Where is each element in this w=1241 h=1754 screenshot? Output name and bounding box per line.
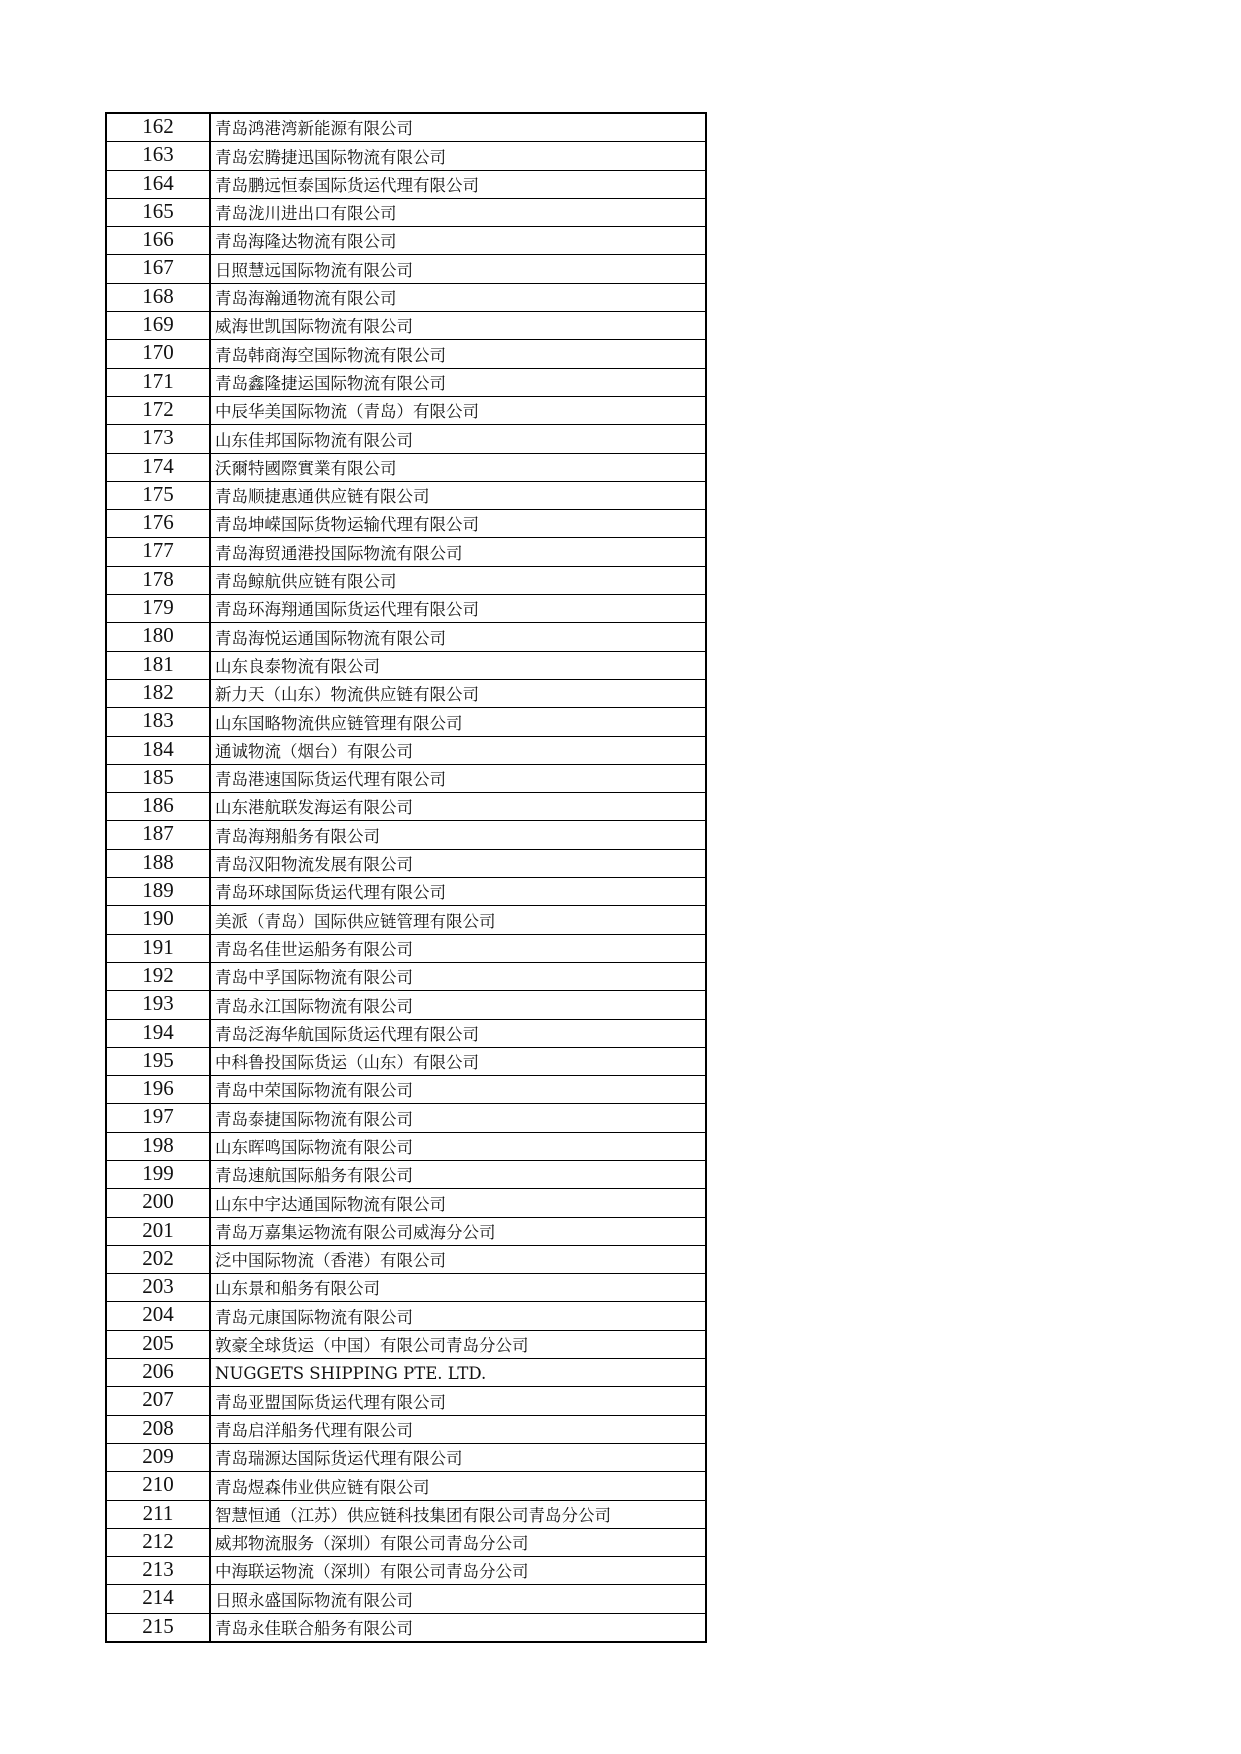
table-row — [106, 962, 706, 990]
row-number: 167 — [106, 255, 210, 283]
company-name: 青岛启洋船务代理有限公司 — [210, 1415, 706, 1443]
company-name: 青岛泛海华航国际货运代理有限公司 — [210, 1019, 706, 1047]
company-name: 青岛泰捷国际物流有限公司 — [210, 1104, 706, 1132]
row-number: 169 — [106, 312, 210, 340]
company-name: 敦豪全球货运（中国）有限公司青岛分公司 — [210, 1330, 706, 1358]
company-name: 青岛永江国际物流有限公司 — [210, 991, 706, 1019]
company-name: 青岛海瀚通物流有限公司 — [210, 283, 706, 311]
row-number: 170 — [106, 340, 210, 368]
table-row — [106, 1160, 706, 1188]
table-row — [106, 368, 706, 396]
company-name: 青岛永佳联合船务有限公司 — [210, 1613, 706, 1642]
company-name: 青岛海翔船务有限公司 — [210, 821, 706, 849]
table-body — [106, 113, 706, 1642]
table-row — [106, 453, 706, 481]
row-number: 173 — [106, 425, 210, 453]
table-row — [106, 1104, 706, 1132]
row-number: 211 — [106, 1500, 210, 1528]
table-row — [106, 991, 706, 1019]
table-row — [106, 1415, 706, 1443]
table-row — [106, 198, 706, 226]
company-name: 青岛万嘉集运物流有限公司威海分公司 — [210, 1217, 706, 1245]
table-row — [106, 566, 706, 594]
table-row — [106, 481, 706, 509]
table-row — [106, 227, 706, 255]
row-number: 196 — [106, 1076, 210, 1104]
row-number: 197 — [106, 1104, 210, 1132]
row-number: 200 — [106, 1189, 210, 1217]
table-row — [106, 1472, 706, 1500]
table-row — [106, 679, 706, 707]
row-number: 194 — [106, 1019, 210, 1047]
company-name: 青岛海贸通港投国际物流有限公司 — [210, 538, 706, 566]
row-number: 208 — [106, 1415, 210, 1443]
row-number: 195 — [106, 1047, 210, 1075]
row-number: 199 — [106, 1160, 210, 1188]
company-name: 威海世凯国际物流有限公司 — [210, 312, 706, 340]
row-number: 182 — [106, 679, 210, 707]
company-name: 中辰华美国际物流（青岛）有限公司 — [210, 396, 706, 424]
company-name: 中科鲁投国际货运（山东）有限公司 — [210, 1047, 706, 1075]
company-name: 青岛泷川进出口有限公司 — [210, 198, 706, 226]
row-number: 164 — [106, 170, 210, 198]
row-number: 202 — [106, 1245, 210, 1273]
table-row — [106, 1613, 706, 1642]
table-row — [106, 1585, 706, 1613]
table-row — [106, 736, 706, 764]
row-number: 168 — [106, 283, 210, 311]
company-name: 青岛环海翔通国际货运代理有限公司 — [210, 595, 706, 623]
row-number: 187 — [106, 821, 210, 849]
row-number: 210 — [106, 1472, 210, 1500]
row-number: 193 — [106, 991, 210, 1019]
row-number: 201 — [106, 1217, 210, 1245]
table-row — [106, 821, 706, 849]
table-row — [106, 1047, 706, 1075]
row-number: 163 — [106, 142, 210, 170]
company-name: 青岛坤嵘国际货物运输代理有限公司 — [210, 510, 706, 538]
company-name: 山东良泰物流有限公司 — [210, 651, 706, 679]
company-name: 青岛亚盟国际货运代理有限公司 — [210, 1387, 706, 1415]
table-row — [106, 934, 706, 962]
company-name: 青岛鸿港湾新能源有限公司 — [210, 113, 706, 142]
company-name: 青岛煜森伟业供应链有限公司 — [210, 1472, 706, 1500]
table-row — [106, 1528, 706, 1556]
company-name: 青岛韩商海空国际物流有限公司 — [210, 340, 706, 368]
table-row — [106, 283, 706, 311]
row-number: 209 — [106, 1443, 210, 1471]
company-name: 山东港航联发海运有限公司 — [210, 793, 706, 821]
table-row — [106, 764, 706, 792]
row-number: 191 — [106, 934, 210, 962]
company-name: 中海联运物流（深圳）有限公司青岛分公司 — [210, 1557, 706, 1585]
company-name: 山东国略物流供应链管理有限公司 — [210, 708, 706, 736]
table-row — [106, 1302, 706, 1330]
company-name: 青岛海悦运通国际物流有限公司 — [210, 623, 706, 651]
company-name: NUGGETS SHIPPING PTE. LTD. — [210, 1359, 706, 1387]
table-row — [106, 312, 706, 340]
company-name: 青岛顺捷惠通供应链有限公司 — [210, 481, 706, 509]
row-number: 189 — [106, 878, 210, 906]
table-row — [106, 510, 706, 538]
row-number: 186 — [106, 793, 210, 821]
company-name: 青岛港速国际货运代理有限公司 — [210, 764, 706, 792]
table-row — [106, 623, 706, 651]
table-row — [106, 1557, 706, 1585]
row-number: 165 — [106, 198, 210, 226]
table-row — [106, 425, 706, 453]
company-name: 青岛速航国际船务有限公司 — [210, 1160, 706, 1188]
row-number: 205 — [106, 1330, 210, 1358]
row-number: 190 — [106, 906, 210, 934]
table-row — [106, 1189, 706, 1217]
company-name: 山东中宇达通国际物流有限公司 — [210, 1189, 706, 1217]
row-number: 215 — [106, 1613, 210, 1642]
row-number: 206 — [106, 1359, 210, 1387]
table-row — [106, 595, 706, 623]
row-number: 198 — [106, 1132, 210, 1160]
row-number: 172 — [106, 396, 210, 424]
row-number: 204 — [106, 1302, 210, 1330]
company-name: 青岛海隆达物流有限公司 — [210, 227, 706, 255]
table-row — [106, 878, 706, 906]
row-number: 188 — [106, 849, 210, 877]
company-name: 青岛中荣国际物流有限公司 — [210, 1076, 706, 1104]
row-number: 184 — [106, 736, 210, 764]
company-name: 威邦物流服务（深圳）有限公司青岛分公司 — [210, 1528, 706, 1556]
table-row — [106, 396, 706, 424]
company-name: 青岛元康国际物流有限公司 — [210, 1302, 706, 1330]
row-number: 192 — [106, 962, 210, 990]
company-name: 智慧恒通（江苏）供应链科技集团有限公司青岛分公司 — [210, 1500, 706, 1528]
row-number: 213 — [106, 1557, 210, 1585]
row-number: 176 — [106, 510, 210, 538]
company-name: 新力天（山东）物流供应链有限公司 — [210, 679, 706, 707]
row-number: 183 — [106, 708, 210, 736]
table-row — [106, 1330, 706, 1358]
table-row — [106, 1359, 706, 1387]
row-number: 171 — [106, 368, 210, 396]
row-number: 162 — [106, 113, 210, 142]
company-name: 青岛环球国际货运代理有限公司 — [210, 878, 706, 906]
row-number: 185 — [106, 764, 210, 792]
row-number: 180 — [106, 623, 210, 651]
company-name: 日照永盛国际物流有限公司 — [210, 1585, 706, 1613]
row-number: 212 — [106, 1528, 210, 1556]
company-name: 青岛名佳世运船务有限公司 — [210, 934, 706, 962]
company-name: 通诚物流（烟台）有限公司 — [210, 736, 706, 764]
company-name: 青岛鑫隆捷运国际物流有限公司 — [210, 368, 706, 396]
company-name: 山东晖鸣国际物流有限公司 — [210, 1132, 706, 1160]
table-row — [106, 1217, 706, 1245]
row-number: 203 — [106, 1274, 210, 1302]
table-row — [106, 1500, 706, 1528]
table-row — [106, 113, 706, 142]
table-row — [106, 1019, 706, 1047]
company-name: 美派（青岛）国际供应链管理有限公司 — [210, 906, 706, 934]
company-name: 山东佳邦国际物流有限公司 — [210, 425, 706, 453]
row-number: 175 — [106, 481, 210, 509]
row-number: 174 — [106, 453, 210, 481]
table-row — [106, 538, 706, 566]
company-name: 青岛瑞源达国际货运代理有限公司 — [210, 1443, 706, 1471]
table-row — [106, 142, 706, 170]
company-name: 青岛汉阳物流发展有限公司 — [210, 849, 706, 877]
row-number: 178 — [106, 566, 210, 594]
row-number: 166 — [106, 227, 210, 255]
company-list-table — [105, 112, 707, 1643]
table-row — [106, 849, 706, 877]
row-number: 179 — [106, 595, 210, 623]
table-row — [106, 1132, 706, 1160]
table-row — [106, 1274, 706, 1302]
row-number: 177 — [106, 538, 210, 566]
table-row — [106, 708, 706, 736]
company-name: 青岛宏腾捷迅国际物流有限公司 — [210, 142, 706, 170]
company-name: 沃爾特國際實業有限公司 — [210, 453, 706, 481]
table-row — [106, 793, 706, 821]
company-name: 日照慧远国际物流有限公司 — [210, 255, 706, 283]
table-row — [106, 1443, 706, 1471]
row-number: 181 — [106, 651, 210, 679]
table-row — [106, 1245, 706, 1273]
row-number: 207 — [106, 1387, 210, 1415]
table-row — [106, 255, 706, 283]
table-row — [106, 1387, 706, 1415]
table-row — [106, 651, 706, 679]
company-name: 青岛鹏远恒泰国际货运代理有限公司 — [210, 170, 706, 198]
table-row — [106, 906, 706, 934]
row-number: 214 — [106, 1585, 210, 1613]
company-name: 青岛鲸航供应链有限公司 — [210, 566, 706, 594]
table-row — [106, 170, 706, 198]
table-row — [106, 1076, 706, 1104]
company-name: 泛中国际物流（香港）有限公司 — [210, 1245, 706, 1273]
table-row — [106, 340, 706, 368]
company-name: 青岛中孚国际物流有限公司 — [210, 962, 706, 990]
company-name: 山东景和船务有限公司 — [210, 1274, 706, 1302]
